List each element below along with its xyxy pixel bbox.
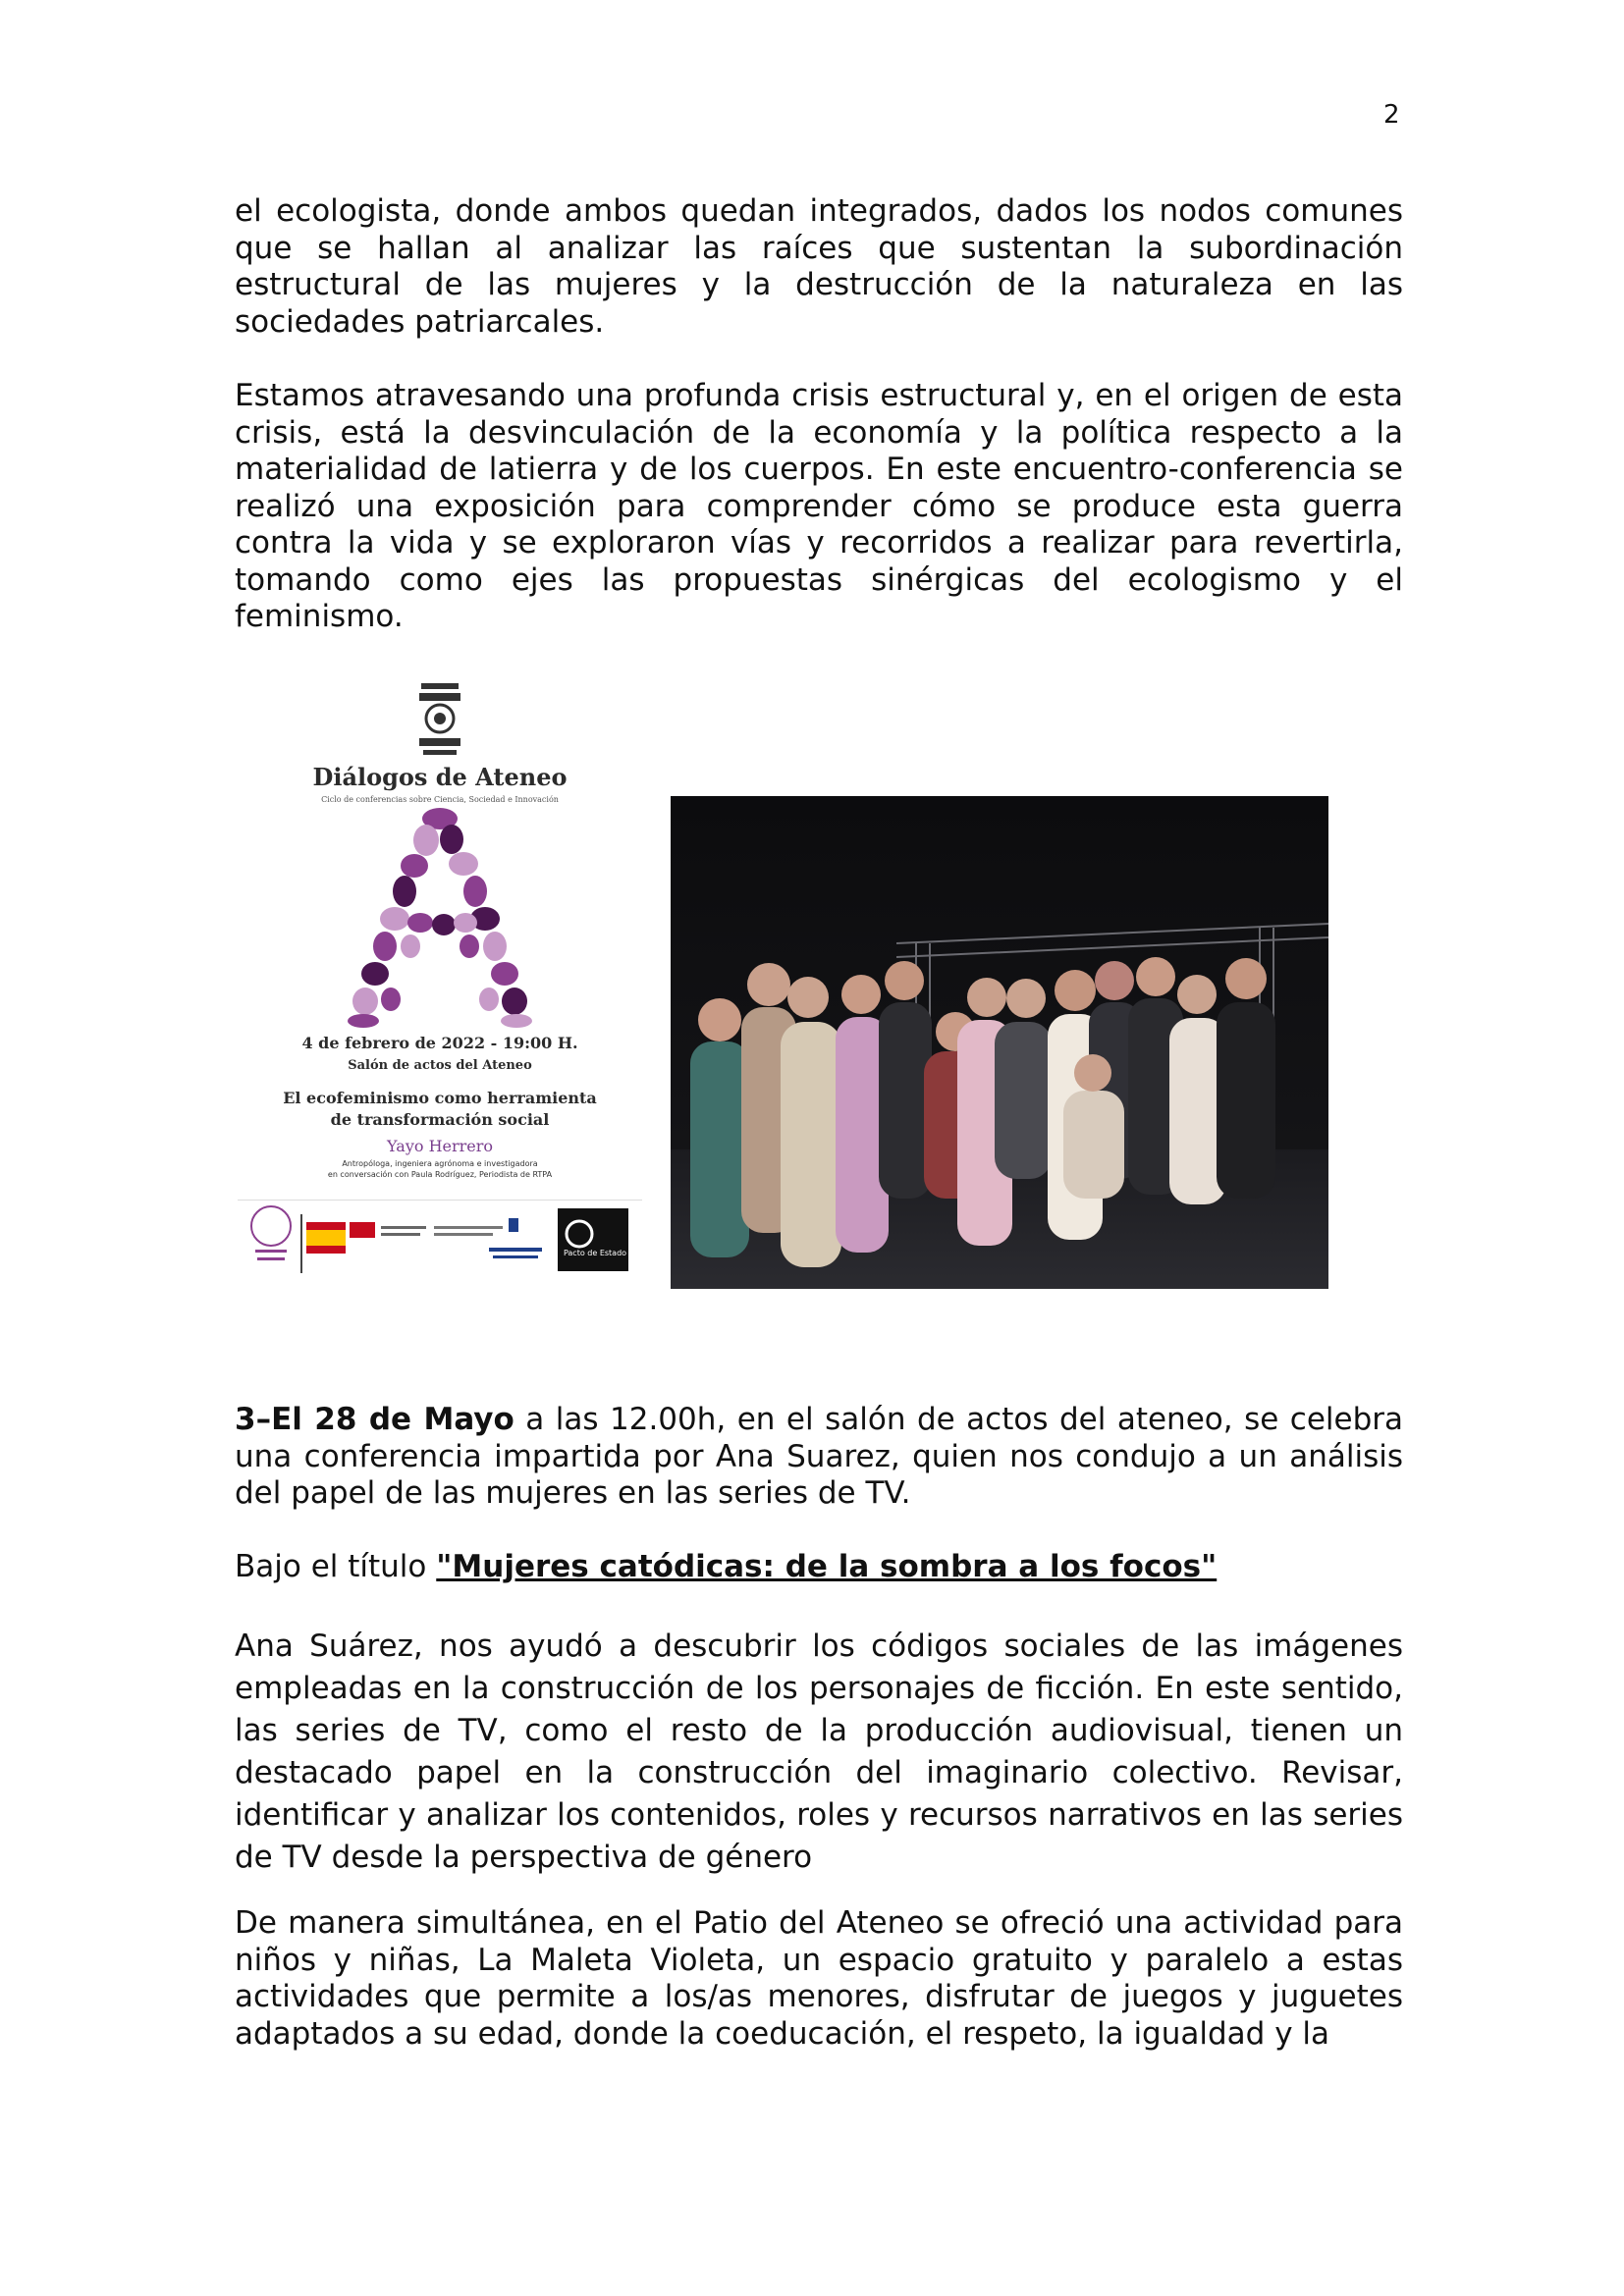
group-photo-image (671, 796, 1328, 1289)
pacto-de-estado-text: Pacto de Estado (563, 1249, 627, 1257)
poster-speaker-role (238, 1158, 642, 1180)
event-poster-image (238, 669, 642, 1282)
poster-speaker: Yayo Herrero (386, 1137, 494, 1155)
poster-talk-line-2: de transformación social (330, 1110, 550, 1129)
ateneo-logo-icon (417, 679, 462, 760)
poster-venue: Salón de actos del Ateneo (348, 1058, 532, 1073)
page-number: 2 (1383, 100, 1400, 130)
ministerio-logo-icon (434, 1226, 503, 1236)
pacto-de-estado-logo-icon (558, 1208, 628, 1271)
poster-date: 4 de febrero de 2022 - 19:00 H. (301, 1034, 578, 1052)
paragraph-5: Ana Suárez, nos ayudó a descubrir los códigos sociales de las imágenes empleadas en la construcción de los personajes de ficción. En este sentido, las series de TV, como el resto de la producción audiovisual, tienen un destacado papel en la construcción del imaginario colectivo. Revisar, identificar y analizar los contenidos, roles y recursos narrativos en las series de TV desde la perspectiva de género (235, 1629, 1403, 1875)
paragraph-3-bold-lead: 3–El 28 de Mayo (235, 1402, 514, 1437)
group-photo-scene (671, 796, 1328, 1289)
talk-title-underlined: "Mujeres catódicas: de la sombra a los focos" (436, 1549, 1218, 1584)
poster-title: Diálogos de Ateneo (312, 763, 568, 791)
gobierno-espana-logo-icon (306, 1222, 426, 1254)
sponsor-logos-strip (238, 1200, 642, 1282)
principado-asturias-logo-icon (489, 1218, 542, 1258)
paragraph-4 (235, 1549, 1403, 1586)
poster-subtitle: Ciclo de conferencias sobre Ciencia, Sociedad e Innovación (321, 795, 559, 804)
paragraph-1: el ecologista, donde ambos quedan integrados, dados los nodos comunes que se hallan al analizar las raíces que sustentan la subordinación estructural de las mujeres y la destrucción de la naturaleza en las sociedades patriarcales. (235, 193, 1403, 340)
poster-role-line-2: en conversación con Paula Rodríguez, Periodista de RTPA (327, 1170, 553, 1179)
paragraph-2: Estamos atravesando una profunda crisis estructural y, en el origen de esta crisis, está la desvinculación de la economía y la política respecto a la materialidad de latierra y de los cuerpos. En este encuentro-conferencia se realizó una exposición para comprender cómo se produce esta guerra contra la vida y se exploraron vías y recorridos a realizar para revertirla, tomando como ejes las propuestas sinérgicas del ecologismo y el feminismo. (235, 378, 1403, 634)
paragraph-3 (235, 1402, 1403, 1513)
grupo-igualdad-logo-icon (251, 1206, 291, 1260)
paragraph-4-prefix: Bajo el título (235, 1549, 437, 1584)
paragraph-6: De manera simultánea, en el Patio del Ateneo se ofreció una actividad para niños y niñas, La Maleta Violeta, un espacio gratuito y paralelo a estas actividades que permite a los/as menores, disfrutar de juegos y juguetes adaptados a su edad, donde la coeducación, el respeto, la igualdad y la (235, 1905, 1403, 2052)
poster-talk-line-1: El ecofeminismo como herramienta (283, 1089, 597, 1107)
paragraph-3-rest: a las 12.00h, en el salón de actos del ateneo, se celebra una conferencia impartida por Ana Suarez, quien nos condujo a un análisis del papel de las mujeres en las series de TV. (235, 1402, 1403, 1511)
poster-talk-title (238, 1088, 642, 1131)
poster-role-line-1: Antropóloga, ingeniera agrónoma e investigadora (342, 1159, 538, 1168)
purple-letter-a-graphic (342, 807, 538, 1028)
